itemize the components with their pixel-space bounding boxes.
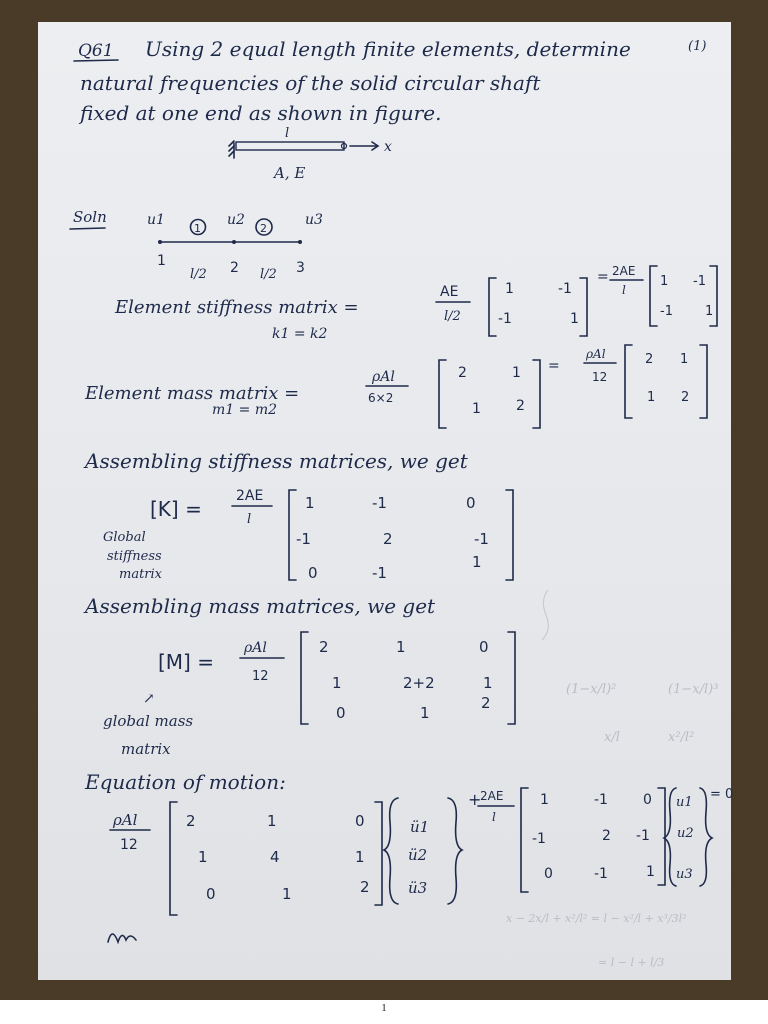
element-mass-matrix-2 [625,345,707,418]
m2-cell: 1 [680,352,689,367]
Mm-cell: 1 [198,848,208,866]
Mm-cell: 2 [360,878,370,896]
problem-line-2: natural frequencies of the solid circular shaft [80,71,541,95]
bleed-text: x²/l² [668,730,695,745]
mass-factor2-num: ρAl [586,347,606,361]
acceleration-vector [384,798,462,904]
node-3: 3 [296,260,305,276]
bleed-text: x − 2x/l + x²/l² = l − x²/l + x³/3l² [506,912,687,925]
node-1: 1 [157,253,166,269]
segment-2: l/2 [260,267,277,282]
mass-label: Element mass matrix = [85,383,300,404]
Km-cell: 0 [544,866,553,882]
global-mass-matrix [301,632,515,724]
Km-cell: 2 [602,828,611,844]
Mm-cell: 1 [282,885,292,903]
figure-axis: x [384,139,392,155]
Km-cell: -1 [532,831,546,847]
element-stiffness-matrix-2 [650,266,717,326]
bleed-text: x/l [604,730,620,745]
mass-factor-den: 6×2 [368,391,394,405]
m2-cell: 2 [645,352,654,367]
K-cell: -1 [372,564,387,582]
global-k-note-3: matrix [119,567,163,582]
segment-1: l/2 [190,267,207,282]
motion-factor-den: 12 [120,837,138,853]
motion-rhs: = 0 [710,787,734,802]
motion-plus: + [468,790,482,809]
Mm-cell: 0 [206,885,216,903]
disp-3: u3 [676,867,693,882]
solution-label: Soln [73,208,107,226]
M-cell: 1 [332,674,342,692]
element-2-label: 2 [260,222,267,235]
Km-cell: 1 [646,864,655,880]
K-cell: -1 [296,530,311,548]
m-cell: 1 [512,365,521,381]
disp-2: u2 [677,826,694,841]
figure-length: l [285,126,290,141]
global-m-note-2: matrix [121,740,171,758]
Km-cell: 0 [643,792,652,808]
page-number: 1 [381,1002,387,1014]
displacement-vector [664,788,712,886]
acc-1: ü1 [410,818,430,836]
stiffness-label: Element stiffness matrix = [115,297,359,318]
global-k-note-1: Global [103,530,146,545]
global-k-symbol: [K] = [150,497,202,521]
M-cell: 1 [396,638,406,656]
mass-factor-num: ρAl [372,369,395,385]
motion-k-factor-den: l [492,810,496,824]
k2-cell: -1 [693,274,706,289]
motion-heading: Equation of motion: [85,770,286,794]
k2-cell: -1 [660,304,673,319]
m-cell: 2 [516,398,525,414]
dof-u3: u3 [305,212,323,228]
assemble-m-heading: Assembling mass matrices, we get [85,594,436,618]
global-k-note-2: stiffness [107,549,162,564]
element-1-label: 1 [194,222,201,235]
M-cell: 1 [420,704,430,722]
dof-u1: u1 [147,212,165,228]
signature [108,934,136,942]
K-cell: -1 [474,530,489,548]
motion-k-factor-num: 2AE [480,789,504,803]
Mm-cell: 1 [267,812,277,830]
motion-stiffness-matrix [521,788,665,892]
stiffness-factor2-den: l [622,283,626,297]
Mm-cell: 0 [355,812,365,830]
dof-u2: u2 [227,212,245,228]
problem-line-1: Using 2 equal length finite elements, determine [145,37,631,61]
bleed-text: = l − l + l/3 [598,956,665,969]
k-cell: -1 [498,311,512,327]
k2-cell: 1 [660,274,669,289]
stiffness-factor2-num: 2AE [612,264,636,278]
m-cell: 1 [472,401,481,417]
mass-eq: = [548,358,560,374]
Mm-cell: 1 [355,848,365,866]
k-cell: 1 [505,281,514,297]
K-cell: 2 [383,530,393,548]
M-cell: 0 [336,704,346,722]
disp-1: u1 [676,795,693,810]
up-arrow-icon: ↗ [143,691,155,707]
shaft-figure [229,126,392,182]
mass-sub: m1 = m2 [212,402,277,418]
bleed-through [506,590,718,969]
bleed-text: (1−x/l)² [566,682,617,697]
stiffness-factor-num: AE [440,284,459,300]
stiffness-factor-den: l/2 [444,309,461,324]
Km-cell: -1 [594,792,608,808]
mass-factor2-den: 12 [592,370,608,384]
element-stiffness-matrix [489,278,587,336]
assemble-m-factor-num: ρAl [244,640,267,656]
element-mass-matrix [439,360,540,428]
K-cell: -1 [372,494,387,512]
M-cell: 2+2 [403,674,435,692]
global-m-note-1: global mass [103,712,194,730]
M-cell: 2 [481,694,491,712]
assemble-k-factor-den: l [247,512,252,527]
acc-3: ü3 [408,879,428,897]
Km-cell: -1 [594,866,608,882]
global-stiffness-matrix [289,490,513,582]
marks: (1) [688,39,707,54]
M-cell: 0 [479,638,489,656]
stiffness-eq: = [597,269,609,285]
k-cell: -1 [558,281,572,297]
motion-mass-matrix [170,802,382,915]
bleed-text: (1−x/l)³ [668,682,719,697]
M-cell: 1 [483,674,493,692]
Km-cell: 1 [540,792,549,808]
K-cell: 0 [466,494,476,512]
figure-props: A, E [274,164,306,182]
K-cell: 1 [305,494,315,512]
m2-cell: 1 [647,390,656,405]
global-m-symbol: [M] = [158,650,214,674]
element-diagram [147,212,323,282]
Mm-cell: 4 [270,848,280,866]
Mm-cell: 2 [186,812,196,830]
assemble-m-factor-den: 12 [252,669,269,684]
assemble-k-factor-num: 2AE [236,488,264,504]
K-cell: 0 [308,564,318,582]
k2-cell: 1 [705,304,714,319]
M-cell: 2 [319,638,329,656]
K-cell: 1 [472,553,482,571]
motion-factor-num: ρAl [113,811,138,829]
acc-2: ü2 [408,846,428,864]
assemble-k-heading: Assembling stiffness matrices, we get [85,449,468,473]
Km-cell: -1 [636,828,650,844]
stiffness-sub: k1 = k2 [272,326,328,342]
problem-line-3: fixed at one end as shown in figure. [80,101,442,125]
m-cell: 2 [458,365,467,381]
question-tag: Q61 [78,41,114,61]
m2-cell: 2 [681,390,690,405]
node-2: 2 [230,260,239,276]
k-cell: 1 [570,311,579,327]
